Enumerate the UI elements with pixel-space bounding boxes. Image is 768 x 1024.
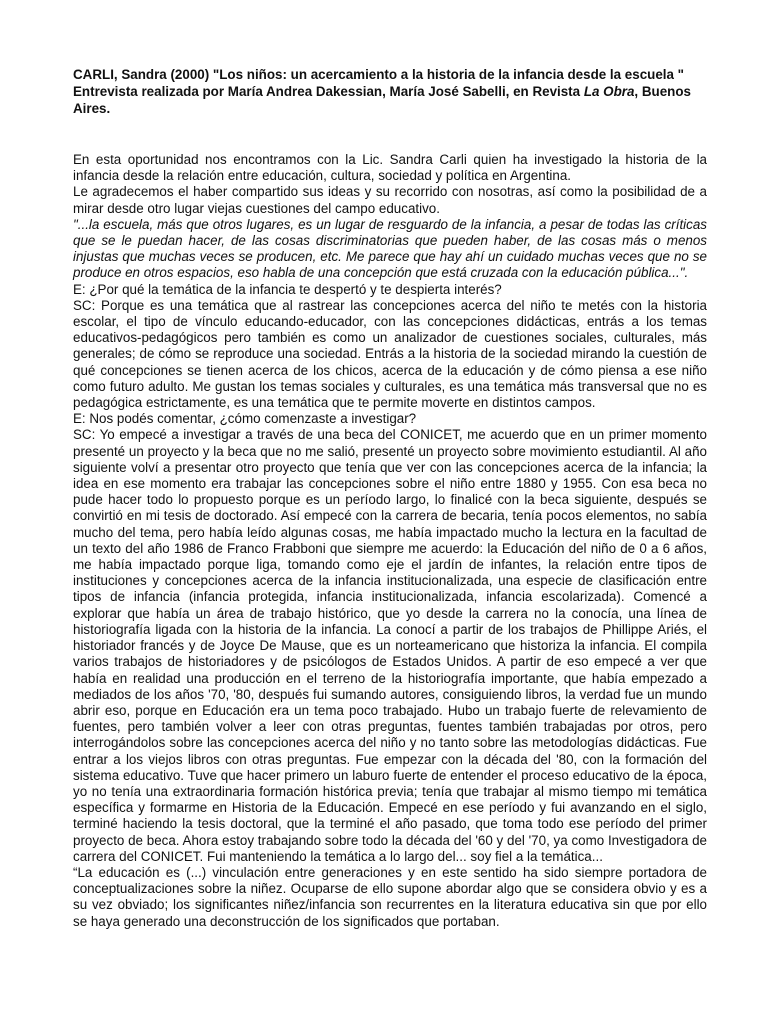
- thanks-paragraph: Le agradecemos el haber compartido sus ideas y su recorrido con nosotras, así como la posibilidad de a mirar desde otro lugar viejas cuestiones del campo educativo.: [73, 184, 707, 216]
- quote-paragraph: "...la escuela, más que otros lugares, es un lugar de resguardo de la infancia, a pesar de todas las críticas que se le puedan hacer, de las cosas discriminatorias que pueden haber, de las cosas más o menos injustas que muchas veces se producen, etc. Me parece que hay ahí un cuidado muchas veces que no se produce en otros espacios, eso habla de una concepción que está cruzada con la educación pública...".: [73, 216, 707, 281]
- citation-text: CARLI, Sandra (2000) "Los niños: un acercamiento a la historia de la infancia desde la escuela " Entrevista realizada por María Andrea Dakessian, María José Sabelli, en Revista: [73, 67, 685, 99]
- intro-paragraph: En esta oportunidad nos encontramos con la Lic. Sandra Carli quien ha investigado la historia de la infancia desde la relación entre educación, cultura, sociedad y política en Argentina.: [73, 152, 707, 184]
- citation-heading: [73, 66, 707, 117]
- interview-body: [73, 152, 707, 930]
- citation-place: , Buenos Aires.: [73, 84, 691, 116]
- journal-title: La Obra: [583, 84, 635, 99]
- closing-quote-paragraph: “La educación es (...) vinculación entre generaciones y en este sentido ha sido siempre portadora de conceptualizaciones sobre la niñez. Ocuparse de ello supone abordar algo que se considera obvio y es a su vez obviado; los significantes niñez/infancia son recurrentes en la literatura educativa sin que por ello se haya generado una deconstrucción de los significados que portaban.: [73, 864, 707, 929]
- question-paragraph: E: Nos podés comentar, ¿cómo comenzaste a investigar?: [73, 411, 417, 427]
- answer-paragraph: SC: Yo empecé a investigar a través de una beca del CONICET, me acuerdo que en un primer momento presenté un proyecto y la beca que no me salió, presenté un proyecto sobre movimiento estudiantil. Al año siguiente volví a presentar otro proyecto que tenía que ver con las concepciones acerca de la infancia; la idea en ese momento era trabajar las concepciones sobre el niño entre 1880 y 1955. Con esa beca no pude hacer todo lo propuesto porque es un período largo, lo finalicé con la beca siguiente, después se convirtió en mi tesis de doctorado. Así empecé con la carrera de becaria, tenía pocos elementos, no sabía mucho del tema, pero había leído algunas cosas, me había impactado mucho la lectura en la facultad de un texto del año 1986 de Franco Frabboni que siempre me acuerdo: la Educación del niño de 0 a 6 años, me había impactado porque liga, tomando como eje el jardín de infantes, la relación entre tipos de instituciones y concepciones acerca de la infancia institucionalizada, una especie de clasificación entre tipos de infancia (infancia protegida, infancia institucionalizada, infancia escolarizada). Comencé a explorar que había un área de trabajo histórico, que yo desde la carrera no la conocía, una línea de historiografía ligada con la historia de la infancia. La conocí a partir de los trabajos de Phillippe Ariés, el historiador francés y de Joyce De Mause, que es un norteamericano que historiza la infancia. El compila varios trabajos de historiadores y de psicólogos de Estados Unidos. A partir de eso empecé a ver que había en realidad una producción en el terreno de la historiografía importante, que había empezado a mediados de los años '70, '80, después fui sumando autores, consiguiendo libros, la verdad fue un mundo abrir eso, porque en Educación era un tema poco trabajado. Hubo un trabajo fuerte de relevamiento de fuentes, pero también volver a leer con otras preguntas, fuentes también trabajadas por otros, pero interrogándolos sobre las concepciones acerca del niño y no tanto sobre las metodologías didácticas. Fue entrar a los viejos libros con otras preguntas. Fue empezar con la década del '80, con la formación del sistema educativo. Tuve que hacer primero un laburo fuerte de entender el proceso educativo de la época, yo no tenía una extraordinaria formación histórica previa; tenía que trabajar al mismo tiempo mi temática específica y formarme en Historia de la Educación. Empecé en ese período y fui avanzando en el siglo, terminé haciendo la tesis doctoral, que la terminé el año pasado, que toma todo ese período del primer proyecto de beca. Ahora estoy trabajando sobre todo la década del '60 y del '70, ya como Investigadora de carrera del CONICET. Fui manteniendo la temática a lo largo del... soy fiel a la temática...: [73, 427, 707, 864]
- question-paragraph: E: ¿Por qué la temática de la infancia te despertó y te despierta interés?: [73, 281, 502, 297]
- document-page: [73, 66, 707, 930]
- answer-paragraph: SC: Porque es una temática que al rastrear las concepciones acerca del niño te metés con la historia escolar, el tipo de vínculo educando-educador, con las concepciones didácticas, entrás a los temas educativos-pedagógicos pero también es como un analizador de cuestiones sociales, culturales, más generales; de cómo se reproduce una sociedad. Entrás a la historia de la sociedad mirando la cuestión de qué concepciones se tienen acerca de los chicos, acerca de la educación y de cómo piensa a ese niño como futuro adulto. Me gustan los temas sociales y culturales, es una temática más transversal que no es pedagógica estrictamente, es una temática que te permite moverte en distintos campos.: [73, 297, 707, 411]
